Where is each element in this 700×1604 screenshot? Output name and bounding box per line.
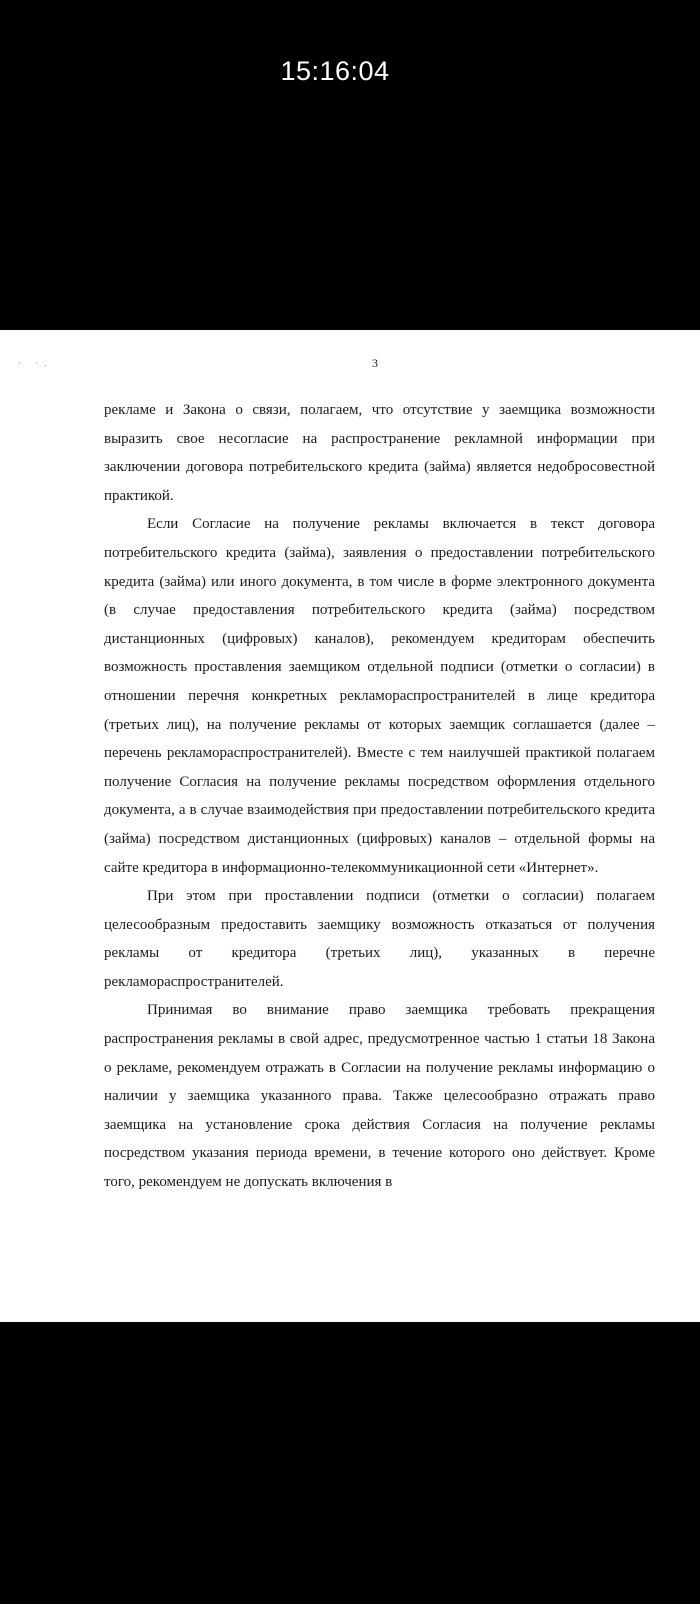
paragraph-3: При этом при проставлении подписи (отметки о согласии) полагаем целесообразным предоставить заемщику возможность отказаться от получения рекламы от кредитора (третьих лиц), указанных в перечне рекламораспространителей. — [104, 888, 655, 990]
paragraph-1: рекламе и Закона о связи, полагаем, что отсутствие у заемщика возможности выразить свое несогласие на распространение рекламной информации при заключении договора потребительского кредита (займа) является недобросовестной практикой. — [104, 402, 655, 504]
status-bar-clock: 15:16:04 — [280, 56, 390, 86]
paragraph-2: Если Согласие на получение рекламы включается в текст договора потребительского кредита (займа), заявления о предоставлении потребительского кредита (займа) или иного документа, в том числе в форме электронного документа (в случае предоставления потребительского кредита (займа) посредством дистанционных (цифровых) каналов), рекомендуем кредиторам обеспечить возможность проставления заемщиком отдельной подписи (отметки о согласии) в отношении перечня конкретных рекламораспространителей в лице кредитора (третьих лиц), на получение рекламы от которых заемщик соглашается (далее – перечень рекламораспространителей). Вместе с тем наилучшей практикой полагаем получение Согласия на получение рекламы посредством оформления отдельного документа, а в случае взаимодействия при предоставлении потребительского кредита (займа) посредством дистанционных (цифровых) каналов – отдельной формы на сайте кредитора в информационно-телекоммуникационной сети «Интернет». — [104, 516, 655, 876]
document-page[interactable] — [0, 330, 700, 1322]
document-body — [104, 396, 655, 1197]
scan-artifact: · ·. — [18, 358, 53, 368]
page-number: 3 — [372, 356, 378, 370]
paragraph-4: Принимая во внимание право заемщика требовать прекращения распространения рекламы в свой адрес, предусмотренное частью 1 статьи 18 Закона о рекламе, рекомендуем отражать в Согласии на получение рекламы информацию о наличии у заемщика указанного права. Также целесообразно отражать право заемщика на установление срока действия Согласия на получение рекламы посредством указания периода времени, в течение которого оно действует. Кроме того, рекомендуем не допускать включения в — [104, 1002, 655, 1191]
